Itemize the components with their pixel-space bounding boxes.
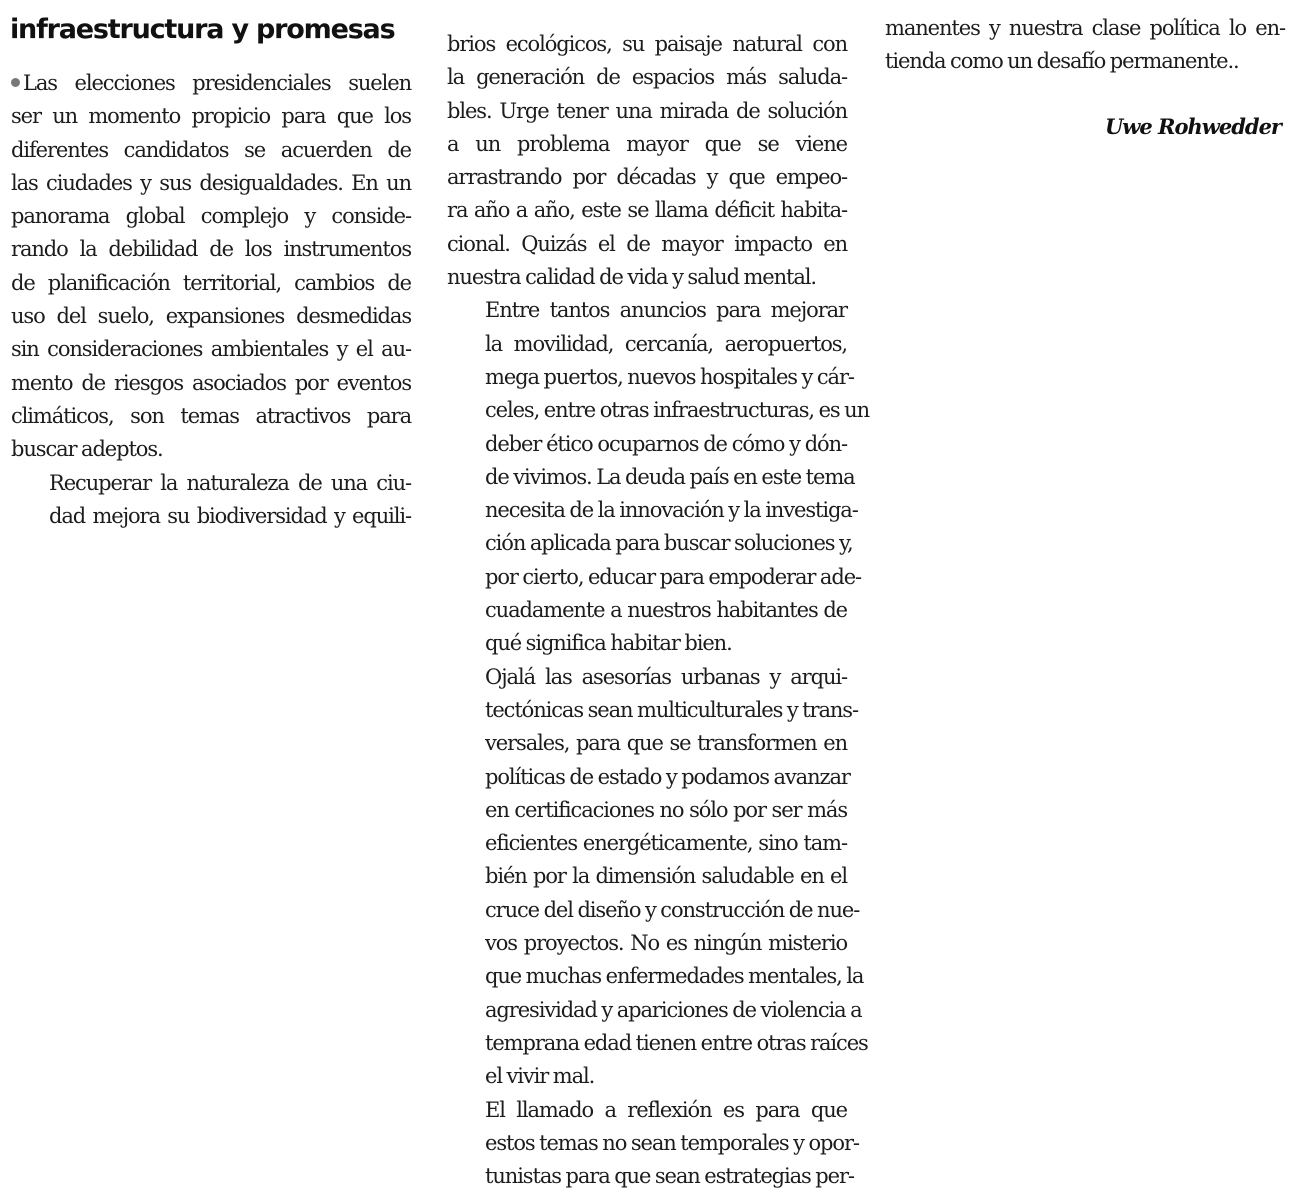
text-line: el vivir mal. xyxy=(485,1064,595,1089)
text-line: ser un momento propicio para que los xyxy=(11,104,411,129)
text-line: las ciudades y sus desigualdades. En un xyxy=(11,170,411,195)
text-line: políticas de estado y podamos avanzar xyxy=(485,764,850,789)
text-line: ción aplicada para buscar soluciones y, xyxy=(485,531,853,556)
text-line: temprana edad tienen entre otras raíces xyxy=(485,1030,868,1055)
text-line: manentes y nuestra clase política lo en- xyxy=(885,16,1285,40)
text-line: a un problema mayor que se viene xyxy=(447,131,847,156)
text-line: estos temas no sean temporales y opor- xyxy=(485,1130,859,1155)
text-line: que muchas enfermedades mentales, la xyxy=(485,964,864,989)
paragraph xyxy=(11,467,411,534)
text-line: vos proyectos. No es ningún misterio xyxy=(485,931,847,956)
paragraph xyxy=(885,12,1285,79)
text-line: celes, entre otras infraestructuras, es un xyxy=(485,398,870,423)
text-line: diferentes candidatos se acuerden de xyxy=(11,137,411,162)
text-line: tectónicas sean multiculturales y trans- xyxy=(485,697,858,722)
article-column-3 xyxy=(885,12,1285,79)
bullet-icon xyxy=(11,78,20,87)
text-line: necesita de la innovación y la investiga- xyxy=(485,498,858,523)
text-line: de planificación territorial, cambios de xyxy=(11,270,411,295)
text-line: bles. Urge tener una mirada de solución xyxy=(447,98,847,123)
text-line: mega puertos, nuevos hospitales y cár- xyxy=(485,364,854,389)
text-line: cuadamente a nuestros habitantes de xyxy=(485,598,847,623)
text-line: dad mejora su biodiversidad y equili- xyxy=(49,503,411,528)
text-line: cional. Quizás el de mayor impacto en xyxy=(447,231,847,256)
text-line: agresividad y apariciones de violencia a xyxy=(485,997,862,1022)
text-line: qué significa habitar bien. xyxy=(485,631,732,656)
article-headline: infraestructura y promesas xyxy=(10,14,395,45)
text-line: en certificaciones no sólo por ser más xyxy=(485,797,847,822)
text-line: mento de riesgos asociados por eventos xyxy=(11,370,411,395)
article-column-1 xyxy=(11,67,411,533)
text-line: de vivimos. La deuda país en este tema xyxy=(485,464,855,489)
text-line: El llamado a reflexión es para que xyxy=(485,1097,847,1122)
text-line: tienda como un desafío permanente.. xyxy=(885,49,1239,74)
paragraph xyxy=(11,67,411,467)
text-line: brios ecológicos, su paisaje natural con xyxy=(447,32,847,56)
text-line: bién por la dimensión saludable en el xyxy=(485,864,847,889)
text-line: la movilidad, cercanía, aeropuertos, xyxy=(485,331,847,356)
text-line: cruce del diseño y construcción de nue- xyxy=(485,897,860,922)
text-line: tunistas para que sean estrategias per- xyxy=(485,1164,854,1189)
text-line: Las elecciones presidenciales suelen xyxy=(11,67,411,100)
text-line: nuestra calidad de vida y salud mental. xyxy=(447,265,816,290)
paragraph xyxy=(447,28,847,294)
text-line: por cierto, educar para empoderar ade- xyxy=(485,564,862,589)
text-line: Ojalá las asesorías urbanas y arqui- xyxy=(485,664,847,689)
text-line: Recuperar la naturaleza de una ciu- xyxy=(49,470,411,495)
text-line: la generación de espacios más saluda- xyxy=(447,65,847,90)
text-line: deber ético ocuparnos de cómo y dón- xyxy=(485,431,847,456)
text-line: panorama global complejo y conside- xyxy=(11,204,411,229)
text-line: uso del suelo, expansiones desmedidas xyxy=(11,304,411,329)
text-line: arrastrando por décadas y que empeo- xyxy=(447,165,847,190)
paragraph xyxy=(447,661,868,1094)
text-line: eficientes energéticamente, sino tam- xyxy=(485,831,847,856)
author-signature: Uwe Rohwedder xyxy=(1104,114,1281,139)
text-line: rando la debilidad de los instrumentos xyxy=(11,237,411,262)
paragraph xyxy=(447,1094,859,1194)
text-line: sin consideraciones ambientales y el au- xyxy=(11,337,411,362)
paragraph xyxy=(447,294,870,660)
text-line: ra año a año, este se llama déficit habita- xyxy=(447,198,847,223)
article-column-2 xyxy=(447,28,870,1193)
text-line: climáticos, son temas atractivos para xyxy=(11,403,411,428)
text-line: Entre tantos anuncios para mejorar xyxy=(485,298,847,323)
text-line: buscar adeptos. xyxy=(11,437,163,462)
text-line: versales, para que se transformen en xyxy=(485,731,847,756)
